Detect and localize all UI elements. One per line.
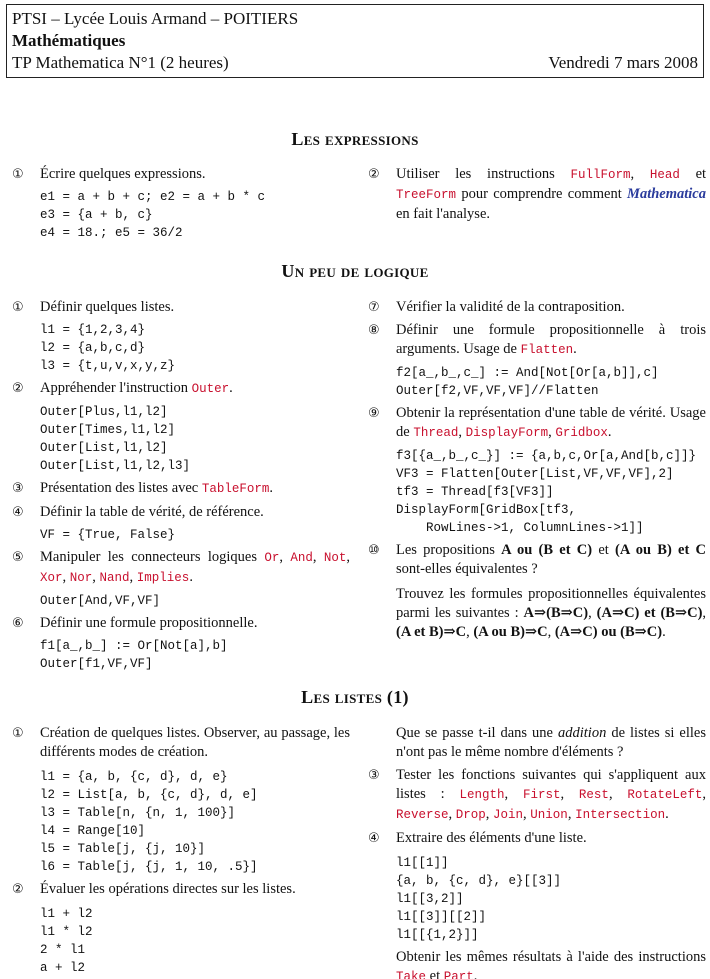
formula: A⇒(B⇒C) xyxy=(523,605,589,621)
text-fragment: Définir une formule propositionnelle à trois arguments. Usage de xyxy=(396,322,706,357)
section-title-logique: Un peu de logique xyxy=(281,261,429,281)
keyword-flatten: Flatten xyxy=(520,343,574,357)
item-text xyxy=(40,379,350,399)
item-text xyxy=(40,479,350,499)
keyword-first: First xyxy=(522,788,561,802)
keyword-join: Join xyxy=(493,808,524,822)
separator: , xyxy=(547,624,552,640)
text-fragment: Présentation des listes avec xyxy=(40,480,199,496)
text-fragment: Manipuler les connecteurs logiques xyxy=(40,549,257,565)
keyword-or: Or xyxy=(264,551,280,565)
separator: , xyxy=(346,549,351,565)
logic-item-9 xyxy=(362,404,706,537)
formula: (A⇒C) ou (B⇒C) xyxy=(554,624,663,640)
logic-item-2 xyxy=(6,379,350,475)
code-block: Outer[And,VF,VF] xyxy=(40,594,161,608)
code-block: f3[{a_,b_,c_}] := {a,b,c,Or[a,And[b,c]]} VF3 = Flatten[Outer[List,VF,VF,VF],2] tf3 = Thread[f3[VF3]] DisplayForm[GridBox[tf3, RowLines->1, ColumnLines->1]] xyxy=(396,449,697,535)
keyword-thread: Thread xyxy=(413,426,459,440)
keyword-displayform: DisplayForm xyxy=(465,426,549,440)
keyword-not: Not xyxy=(323,551,347,565)
separator: . xyxy=(665,806,669,822)
item-number: ⑥ xyxy=(12,616,24,631)
text-fragment: de listes si elles n'ont pas le même nombre d'éléments ? xyxy=(396,725,706,760)
emphasis: addition xyxy=(557,725,607,741)
keyword-reverse: Reverse xyxy=(396,808,449,822)
item-text xyxy=(396,404,706,443)
logic-item-5 xyxy=(6,548,350,610)
section-title-listes: Les listes (1) xyxy=(301,687,409,707)
item-number: ⑤ xyxy=(12,550,24,565)
code-block: VF = {True, False} xyxy=(40,528,176,542)
keyword-rotateleft: RotateLeft xyxy=(627,788,703,802)
text-fragment: sont-elles équivalentes ? xyxy=(396,561,538,577)
separator: , xyxy=(458,424,462,440)
text-fragment: Appréhender l'instruction xyxy=(40,380,188,396)
item-number: ④ xyxy=(368,831,380,846)
item-text: Écrire quelques expressions. xyxy=(40,166,206,182)
lists-item-3 xyxy=(362,766,706,825)
item-text: Définir la table de vérité, de référence. xyxy=(40,504,264,520)
item-text: Définir quelques listes. xyxy=(40,299,175,315)
keyword-rest: Rest xyxy=(578,788,609,802)
text-fragment: et xyxy=(695,166,707,182)
text-fragment: Utiliser les instructions xyxy=(396,166,555,182)
code-block: l1[[1]] {a, b, {c, d}, e}[[3]] l1[[3,2]] l1[[3]][[2]] l1[[{1,2}]] xyxy=(396,856,562,942)
formula: (A ou B)⇒C xyxy=(473,624,548,640)
separator: , xyxy=(129,569,134,585)
logic-item-4 xyxy=(6,503,350,544)
separator: . xyxy=(607,424,612,440)
text-fragment: et xyxy=(598,542,609,558)
item-text xyxy=(396,948,706,979)
separator: , xyxy=(608,786,613,802)
item-text: Évaluer les opérations directes sur les listes. xyxy=(40,881,296,897)
code-block: e1 = a + b + c; e2 = a + b * c e3 = {a + b, c} e4 = 18.; e5 = 36/2 xyxy=(40,190,266,240)
code-block: l1 = {a, b, {c, d}, d, e} l2 = List[a, b, {c, d}, d, e] l3 = Table[n, {n, 1, 100}] l4 = Range[10] l5 = Table[j, {j, 10}] l6 = Table[j, {j, 1, 10, .5}] xyxy=(40,770,258,874)
expr-right-column xyxy=(362,165,706,228)
logic-item-1 xyxy=(6,298,350,375)
separator: , xyxy=(62,569,67,585)
item-text xyxy=(396,585,706,642)
item-number: ⑧ xyxy=(368,323,380,338)
keyword-outer: Outer xyxy=(191,382,230,396)
formula: (A et B)⇒C xyxy=(396,624,467,640)
keyword-implies: Implies xyxy=(136,571,190,585)
item-text xyxy=(396,724,706,762)
item-number: ⑨ xyxy=(368,406,380,421)
separator: , xyxy=(279,549,283,565)
text-fragment: et xyxy=(429,968,441,979)
text-fragment: Que se passe t-il dans une xyxy=(396,725,553,741)
item-number: ③ xyxy=(12,481,24,496)
keyword-and: And xyxy=(290,551,313,565)
item-text: Création de quelques listes. Observer, au passage, les différents modes de création. xyxy=(40,725,350,760)
text-fragment: Trouvez les formules propositionnelles équivalentes parmi les suivantes : xyxy=(396,586,706,621)
expr-item-1 xyxy=(6,165,350,242)
keyword-nand: Nand xyxy=(99,571,130,585)
separator: . xyxy=(269,480,274,496)
keyword-xor: Xor xyxy=(40,571,63,585)
keyword-drop: Drop xyxy=(455,808,486,822)
item-number: ① xyxy=(12,726,24,741)
text-fragment: Tester les fonctions suivantes qui s'appliquent aux listes : xyxy=(396,767,706,802)
separator: , xyxy=(567,806,572,822)
separator: . xyxy=(662,624,666,640)
item-text xyxy=(396,541,706,579)
text-fragment: Obtenir les mêmes résultats à l'aide des instructions xyxy=(396,949,706,965)
item-number: ③ xyxy=(368,768,380,783)
item-number: ① xyxy=(12,167,24,182)
item-number: ② xyxy=(12,381,24,396)
item-number: ④ xyxy=(12,505,24,520)
logic-item-3 xyxy=(6,479,350,499)
lists-item-1 xyxy=(6,724,350,876)
text-fragment: en fait l'analyse. xyxy=(396,206,491,222)
separator: , xyxy=(630,166,635,182)
separator: , xyxy=(588,605,592,621)
separator: , xyxy=(523,806,527,822)
keyword-part: Part xyxy=(443,970,474,979)
code-block: l1 = {1,2,3,4} l2 = {a,b,c,d} l3 = {t,u,v,x,y,z} xyxy=(40,323,176,373)
subject-line: Mathématiques xyxy=(12,31,126,50)
separator: , xyxy=(312,549,317,565)
text-fragment: Obtenir la représentation d'une table de vérité. Usage de xyxy=(396,405,706,440)
formula: (A⇒C) et (B⇒C) xyxy=(596,605,703,621)
keyword-length: Length xyxy=(459,788,505,802)
keyword-take: Take xyxy=(396,970,427,979)
item-number: ⑦ xyxy=(368,300,380,315)
keyword-nor: Nor xyxy=(69,571,93,585)
separator: . xyxy=(473,968,478,979)
formula: A ou (B et C) xyxy=(501,542,593,558)
separator: , xyxy=(466,624,470,640)
item-number: ① xyxy=(12,300,24,315)
item-number: ② xyxy=(368,167,380,182)
item-text: Définir une formule propositionnelle. xyxy=(40,615,258,631)
separator: . xyxy=(229,380,233,396)
expr-left-column xyxy=(6,165,350,246)
mathematica-name: Mathematica xyxy=(627,186,706,202)
separator: . xyxy=(189,569,193,585)
item-text xyxy=(40,548,350,588)
separator: , xyxy=(448,806,453,822)
logic-right-column xyxy=(362,298,706,646)
lists-item-2 xyxy=(6,880,350,977)
lists-right-column xyxy=(362,724,706,979)
item-text: Vérifier la validité de la contraposition. xyxy=(396,299,625,315)
item-number: ② xyxy=(12,882,24,897)
lists-item-4 xyxy=(362,829,706,979)
header-box xyxy=(6,4,704,78)
logic-left-column xyxy=(6,298,350,677)
keyword-union: Union xyxy=(530,808,568,822)
separator: . xyxy=(573,341,577,357)
logic-item-8 xyxy=(362,321,706,400)
expr-item-2 xyxy=(362,165,706,224)
tp-date: Vendredi 7 mars 2008 xyxy=(548,53,698,72)
item-text xyxy=(396,321,706,360)
item-text xyxy=(396,165,706,224)
separator: , xyxy=(485,806,490,822)
text-fragment: Les propositions xyxy=(396,542,495,558)
school-line: PTSI – Lycée Louis Armand – POITIERS xyxy=(12,9,299,28)
keyword-tableform: TableForm xyxy=(201,482,270,496)
tp-title: TP Mathematica N°1 (2 heures) xyxy=(12,53,229,72)
keyword-gridbox: Gridbox xyxy=(555,426,608,440)
logic-item-6 xyxy=(6,614,350,673)
code-block: l1 + l2 l1 * l2 2 * l1 a + l2 xyxy=(40,907,93,975)
separator: , xyxy=(548,424,552,440)
separator: , xyxy=(92,569,96,585)
item-text: Extraire des éléments d'une liste. xyxy=(396,830,587,846)
logic-item-7 xyxy=(362,298,706,317)
lists-question xyxy=(362,724,706,762)
keyword-treeform: TreeForm xyxy=(396,188,457,202)
keyword-intersection: Intersection xyxy=(575,808,666,822)
code-block: f2[a_,b_,c_] := And[Not[Or[a,b]],c] Outer[f2,VF,VF,VF]//Flatten xyxy=(396,366,659,398)
separator: , xyxy=(504,786,509,802)
code-block: f1[a_,b_] := Or[Not[a],b] Outer[f1,VF,VF] xyxy=(40,639,228,671)
keyword-fullform: FullForm xyxy=(570,168,631,182)
text-fragment: pour comprendre comment xyxy=(461,186,622,202)
keyword-head: Head xyxy=(649,168,680,182)
separator: , xyxy=(702,605,707,621)
item-text xyxy=(396,766,706,825)
lists-left-column xyxy=(6,724,350,979)
separator: , xyxy=(702,786,707,802)
logic-item-10 xyxy=(362,541,706,642)
formula: (A ou B) et C xyxy=(615,542,707,558)
section-title-expressions: Les expressions xyxy=(291,129,419,149)
separator: , xyxy=(560,786,565,802)
item-number: ⑩ xyxy=(368,543,380,558)
code-block: Outer[Plus,l1,l2] Outer[Times,l1,l2] Outer[List,l1,l2] Outer[List,l1,l2,l3] xyxy=(40,405,191,473)
